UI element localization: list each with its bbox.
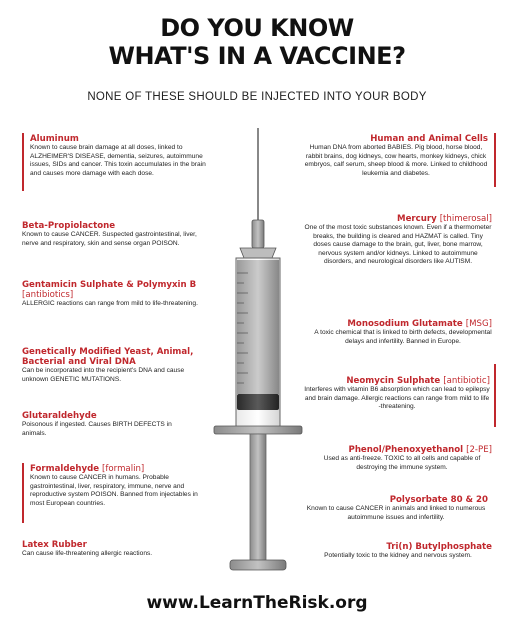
ingredient-description: A toxic chemical that is linked to birth defects, developmental delays and infertility. Banned in Europe. <box>314 329 492 345</box>
ingredient-tag: [antibiotics] <box>22 290 74 300</box>
headline-line-2: WHAT'S IN A VACCINE? <box>108 42 406 70</box>
ingredient-description: Known to cause brain damage at all doses, linked to ALZHEIMER'S DISEASE, dementia, seizures, autoimmune issues, SIDs and cancer. This toxin accumulates in the brain and causes more damage with each dose. <box>30 144 206 177</box>
ingredient-gmo-dna <box>22 347 208 384</box>
ingredient-name: Polysorbate 80 & 20 <box>389 495 488 505</box>
ingredient-name: Glutaraldehyde <box>22 411 97 421</box>
barrel-tip <box>240 248 276 258</box>
ingredient-latex-rubber <box>22 540 208 559</box>
ingredient-description: Known to cause CANCER in humans. Probable gastrointestinal, liver, respiratory, immune, nerve and reproductive system POISON. Banned from injectables in most European countries. <box>30 474 198 507</box>
ingredient-tributylphosphate <box>304 542 492 561</box>
ingredient-glutaraldehyde <box>22 411 192 438</box>
ingredient-aluminum <box>30 134 208 178</box>
ingredient-description: Potentially toxic to the kidney and nervous system. <box>324 552 472 559</box>
ingredient-description: Used as anti-freeze. TOXIC to all cells and capable of destroying the immune system. <box>323 455 481 471</box>
headline-line-1: DO YOU KNOW <box>160 14 354 42</box>
ingredient-name: Tri(n) Butylphosphate <box>386 542 492 552</box>
ingredient-tag: [thimerosal] <box>439 214 492 224</box>
ingredient-description: Known to cause CANCER in animals and linked to numerous autoimmune issues and infertility. <box>306 505 486 521</box>
left-accent-bar <box>22 133 24 191</box>
plunger-stopper <box>237 394 279 410</box>
thumb-press <box>230 560 286 570</box>
ingredient-name: Aluminum <box>30 134 79 144</box>
ingredient-description: Poisonous if ingested. Causes BIRTH DEFECTS in animals. <box>22 421 172 437</box>
needle-hub <box>252 220 264 248</box>
ingredient-formaldehyde <box>30 464 208 508</box>
ingredient-description: Can be incorporated into the recipient's DNA and cause unknown GENETIC MUTATIONS. <box>22 367 185 383</box>
ingredient-neomycin <box>304 376 490 412</box>
ingredient-tag: [2-PE] <box>466 445 492 455</box>
ingredient-tag: [antibiotic] <box>443 376 490 386</box>
ingredient-name: Phenol/Phenoxyethanol [2-PE] <box>348 445 492 455</box>
ingredient-tag: [formalin] <box>102 464 145 474</box>
subtitle: NONE OF THESE SHOULD BE INJECTED INTO YOUR BODY <box>87 91 427 103</box>
ingredient-polysorbate <box>304 495 488 522</box>
footer-website-url: www.LearnTheRisk.org <box>146 593 368 613</box>
ingredient-name: Formaldehyde [formalin] <box>30 464 145 474</box>
ingredient-gentamicin <box>22 280 202 309</box>
ingredient-description: One of the most toxic substances known. Even if a thermometer breaks, the building is cleared and HAZMAT is called. Tiny doses cause damage to the brain, gut, liver, bone marrow, nervous system and/or kidneys. Linked to autoimmune disorders, and neurological disorders like AUTISM. <box>304 224 492 266</box>
plunger-rod <box>250 434 266 562</box>
ingredient-human-animal-cells <box>304 134 488 178</box>
ingredient-mercury <box>304 214 492 267</box>
ingredient-description: Human DNA from aborted BABIES. Pig blood, horse blood, rabbit brains, dog kidneys, cow hearts, monkey kidneys, chick embryos, calf serum, sheep blood & more. Linked to childhood leukemia and diabetes. <box>304 144 488 177</box>
ingredient-beta-propiolactone <box>22 221 208 248</box>
ingredient-name: Beta-Propiolactone <box>22 221 116 231</box>
ingredient-description: Interferes with vitamin B6 absorption which can lead to epilepsy and brain damage. Allergic reactions can range from mild to life -threatening. <box>304 386 490 411</box>
ingredient-name: Gentamicin Sulphate & Polymyxin B [antibiotics] <box>22 280 197 300</box>
ingredient-description: ALLERGIC reactions can range from mild to life-threatening. <box>22 300 198 307</box>
ingredient-description: Can cause life-threatening allergic reactions. <box>22 550 153 557</box>
ingredient-tag: [MSG] <box>465 319 492 329</box>
ingredient-name: Latex Rubber <box>22 540 87 550</box>
barrel-liquid <box>237 260 279 394</box>
right-accent-bar <box>494 133 496 187</box>
ingredient-name: Monosodium Glutamate [MSG] <box>347 319 492 329</box>
ingredient-description: Known to cause CANCER. Suspected gastrointestinal, liver, nerve and respiratory, skin and sense organ POISON. <box>22 231 197 247</box>
ingredient-phenol <box>312 445 492 472</box>
right-accent-bar <box>494 364 496 427</box>
ingredient-msg <box>314 319 492 346</box>
ingredient-name: Mercury [thimerosal] <box>397 214 492 224</box>
ingredient-name: Human and Animal Cells <box>370 134 488 144</box>
syringe-illustration <box>210 128 306 578</box>
left-accent-bar <box>22 463 24 523</box>
ingredient-name: Genetically Modified Yeast, Animal, Bacterial and Viral DNA <box>22 347 194 367</box>
finger-flange <box>214 426 302 434</box>
ingredient-name: Neomycin Sulphate [antibiotic] <box>346 376 490 386</box>
